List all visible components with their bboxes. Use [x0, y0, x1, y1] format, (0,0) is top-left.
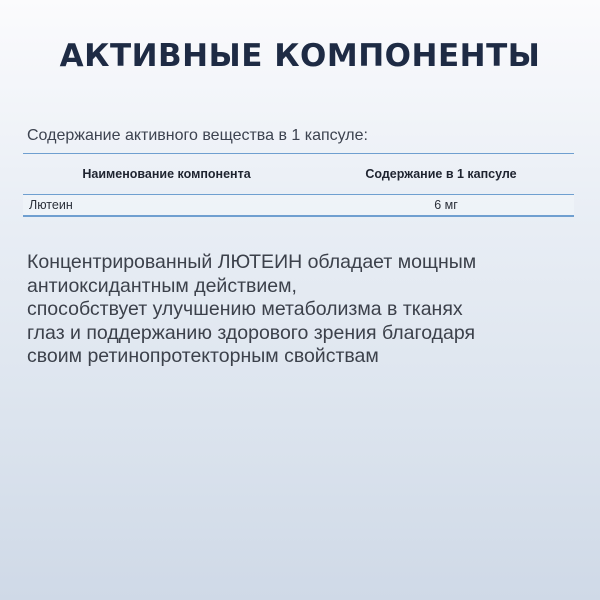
- page-title: АКТИВНЫЕ КОМПОНЕНТЫ: [59, 38, 541, 74]
- description-text: [27, 251, 587, 369]
- description-line: глаз и поддержанию здорового зрения благодаря: [27, 321, 476, 344]
- header-component-name: Наименование компонента: [82, 167, 251, 181]
- table-row: [23, 194, 574, 217]
- cell-component-name: Лютеин: [29, 198, 73, 212]
- description-line: способствует улучшению метаболизма в тканях: [27, 298, 463, 320]
- description-line: Концентрированный ЛЮТЕИН обладает мощным: [27, 251, 477, 273]
- table-caption: Содержание активного вещества в 1 капсуле:: [27, 127, 368, 144]
- components-table: [23, 153, 574, 217]
- cell-component-amount: 6 мг: [434, 198, 458, 212]
- description-line: своим ретинопротекторным свойствам: [27, 345, 379, 367]
- table-header-row: [23, 154, 574, 194]
- header-component-amount: Содержание в 1 капсуле: [365, 167, 517, 181]
- description-line: антиоксидантным действием,: [27, 274, 297, 297]
